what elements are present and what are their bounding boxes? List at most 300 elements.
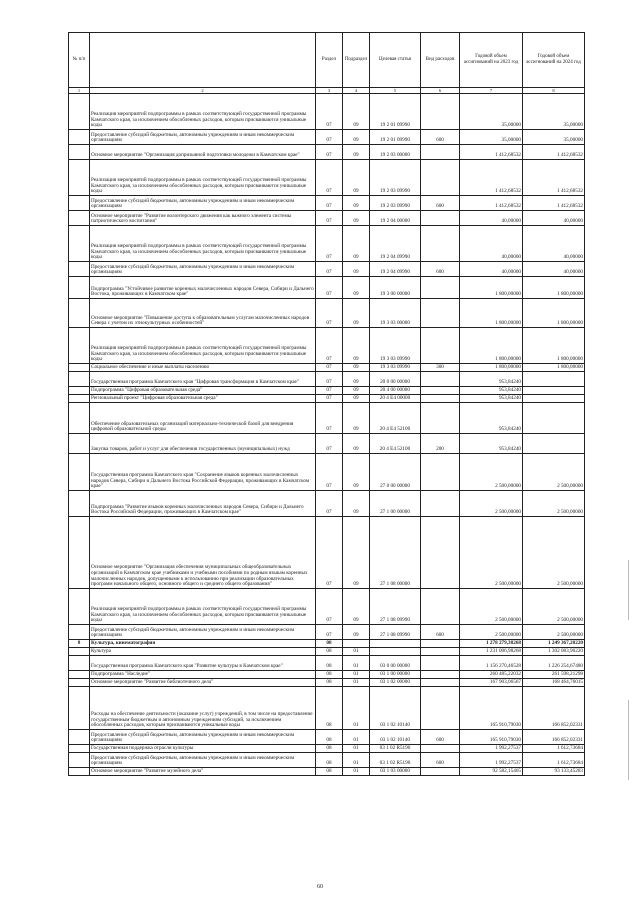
cell-section: 08 xyxy=(316,745,343,753)
cell-name: Реализация мероприятий подпрограммы в рамках соответствующей государственной программы Камчатского края, за исключением обособленных расходов, которым присваиваются уникальные коды xyxy=(90,160,316,196)
cell-subsection: 01 xyxy=(343,753,370,768)
cell-target-article: 27 1 08 09990 xyxy=(370,589,421,625)
cell-target-article: 19 2 03 09990 xyxy=(370,196,421,211)
cell-number xyxy=(69,625,90,640)
cell-section: 07 xyxy=(316,454,343,491)
table-row xyxy=(69,730,585,745)
column-number: 6 xyxy=(421,88,460,94)
cell-name: Основное мероприятие "Организация допризывной подготовки молодежи в Камчатском крае" xyxy=(90,145,316,160)
cell-number xyxy=(69,656,90,671)
header-year-2023: Годовой объем ассигнований на 2023 год xyxy=(460,33,523,88)
cell-section: 07 xyxy=(316,262,343,277)
cell-subsection: 09 xyxy=(343,211,370,226)
cell-subsection: 01 xyxy=(343,768,370,776)
cell-name: Реализация мероприятий подпрограммы в рамках соответствующей государственной программы Камчатского края, за исключением обособленных расходов, которым присваиваются уникальные коды xyxy=(90,589,316,625)
cell-name: Основное мероприятие "Организация обеспечения муниципальных общеобразовательных организаций в Камчатском крае учебниками и учебными пособиями по родным языкам коренных малочисленных народов, допущенными к использованию при реализации образовательных программ начального общего, основного общего и среднего общего образования" xyxy=(90,517,316,589)
cell-name: Реализация мероприятий подпрограммы в рамках соответствующей государственной программы Камчатского края, за исключением обособленных расходов, которым присваиваются уникальные коды xyxy=(90,94,316,130)
cell-amount-2024: 166 852,02331 xyxy=(523,730,585,745)
cell-section: 07 xyxy=(316,434,343,454)
table-row xyxy=(69,454,585,491)
cell-expense-type xyxy=(421,687,460,730)
cell-name: Подпрограмма "Устойчивое развитие коренных малочисленных народов Севера, Сибири и Дальнего Востока, проживающих в Камчатском крае" xyxy=(90,277,316,299)
cell-amount-2023: 953,84240 xyxy=(460,434,523,454)
cell-amount-2024: 40,00000 xyxy=(523,211,585,226)
cell-number xyxy=(69,364,90,372)
cell-name: Государственная поддержка отрасли культуры xyxy=(90,745,316,753)
cell-expense-type xyxy=(421,395,460,403)
header-num: № п/п xyxy=(69,33,90,88)
cell-name: Подпрограмма "Наследие" xyxy=(90,671,316,679)
table-row xyxy=(69,491,585,517)
cell-target-article: 03 1 02 R5190 xyxy=(370,753,421,768)
cell-amount-2023: 167 903,06567 xyxy=(460,679,523,687)
cell-target-article: 19 2 04 09990 xyxy=(370,226,421,262)
cell-subsection: 09 xyxy=(343,625,370,640)
cell-expense-type xyxy=(421,145,460,160)
cell-amount-2023: 1 412,68532 xyxy=(460,196,523,211)
cell-amount-2023: 260 485,22032 xyxy=(460,671,523,679)
cell-target-article: 19 2 03 00000 xyxy=(370,145,421,160)
cell-amount-2023: 40,00000 xyxy=(460,262,523,277)
cell-amount-2024: 1 412,68532 xyxy=(523,145,585,160)
table-row xyxy=(69,656,585,671)
cell-name: Государственная программа Камчатского края "Развитие культуры в Камчатском крае" xyxy=(90,656,316,671)
table-row xyxy=(69,277,585,299)
cell-subsection: 09 xyxy=(343,372,370,387)
table-row xyxy=(69,94,585,130)
cell-name: Государственная программа Камчатского края "Цифровая трансформация в Камчатском крае" xyxy=(90,372,316,387)
cell-section: 08 xyxy=(316,768,343,776)
cell-name: Подпрограмма "Развитие языков коренных малочисленных народов Севера, Сибири и Дальнего Востока Российской Федерации, проживающих в Камчатском крае" xyxy=(90,491,316,517)
cell-amount-2023: 1 278 279,38268 xyxy=(460,640,523,648)
cell-name: Региональный проект "Цифровая образовательная среда" xyxy=(90,395,316,403)
page-number: 60 xyxy=(317,884,323,890)
cell-target-article: 03 1 02 00000 xyxy=(370,679,421,687)
cell-number: 8 xyxy=(69,640,90,648)
cell-number xyxy=(69,145,90,160)
cell-number xyxy=(69,387,90,395)
cell-subsection: 09 xyxy=(343,277,370,299)
cell-section: 07 xyxy=(316,372,343,387)
cell-target-article: 27 1 08 00000 xyxy=(370,517,421,589)
cell-expense-type: 600 xyxy=(421,262,460,277)
cell-amount-2023: 1 231 006,98268 xyxy=(460,648,523,656)
cell-amount-2023: 953,84240 xyxy=(460,387,523,395)
cell-amount-2023: 2 500,00000 xyxy=(460,589,523,625)
cell-target-article: 03 1 02 10140 xyxy=(370,730,421,745)
cell-number xyxy=(69,491,90,517)
table-row xyxy=(69,648,585,656)
cell-amount-2023: 1 800,00000 xyxy=(460,299,523,328)
cell-number xyxy=(69,328,90,364)
cell-expense-type: 600 xyxy=(421,196,460,211)
cell-subsection: 09 xyxy=(343,130,370,145)
cell-expense-type xyxy=(421,454,460,491)
cell-expense-type: 600 xyxy=(421,625,460,640)
cell-amount-2024: 93 133,45283 xyxy=(523,768,585,776)
table-row xyxy=(69,403,585,434)
cell-amount-2023: 953,84240 xyxy=(460,403,523,434)
cell-expense-type xyxy=(421,679,460,687)
cell-amount-2024: 168 464,76015 xyxy=(523,679,585,687)
cell-number xyxy=(69,196,90,211)
cell-section: 07 xyxy=(316,94,343,130)
cell-expense-type xyxy=(421,745,460,753)
cell-section: 08 xyxy=(316,671,343,679)
column-number: 8 xyxy=(523,88,585,94)
cell-name: Основное мероприятие "Развитие музейного дела" xyxy=(90,768,316,776)
cell-expense-type: 600 xyxy=(421,730,460,745)
cell-subsection: 09 xyxy=(343,94,370,130)
cell-amount-2023: 40,00000 xyxy=(460,226,523,262)
cell-amount-2023: 2 500,00000 xyxy=(460,517,523,589)
table-row xyxy=(69,130,585,145)
table-row xyxy=(69,328,585,364)
header-section: Раздел xyxy=(316,33,343,88)
cell-amount-2023: 35,00000 xyxy=(460,94,523,130)
header-expense-type: Вид расходов xyxy=(421,33,460,88)
table-body xyxy=(69,94,585,776)
cell-subsection: 01 xyxy=(343,656,370,671)
cell-name: Расходы на обеспечение деятельности (оказание услуг) учреждений, в том числе на предоставление государственным бюджетным и автономным учреждениям субсидий, за исключением обособленных расходов, которым присваиваются уникальные коды xyxy=(90,687,316,730)
cell-name: Предоставление субсидий бюджетным, автономным учреждениям и иным некоммерческим организациям xyxy=(90,730,316,745)
cell-section: 07 xyxy=(316,145,343,160)
cell-section: 08 xyxy=(316,656,343,671)
cell-section: 07 xyxy=(316,589,343,625)
cell-amount-2023: 953,84240 xyxy=(460,372,523,387)
cell-subsection: 09 xyxy=(343,403,370,434)
table-row xyxy=(69,625,585,640)
cell-number xyxy=(69,679,90,687)
cell-target-article: 03 1 02 R5190 xyxy=(370,745,421,753)
cell-subsection: 09 xyxy=(343,145,370,160)
cell-section: 07 xyxy=(316,160,343,196)
cell-target-article: 03 1 03 00000 xyxy=(370,768,421,776)
cell-amount-2024 xyxy=(523,387,585,395)
cell-amount-2023: 1 992,27537 xyxy=(460,745,523,753)
cell-name: Основное мероприятие "Развитие волонтерского движения как важного элемента системы патриотического воспитания" xyxy=(90,211,316,226)
cell-section: 07 xyxy=(316,395,343,403)
table-row xyxy=(69,387,585,395)
cell-name: Культура, кинематография xyxy=(90,640,316,648)
cell-section: 08 xyxy=(316,730,343,745)
cell-amount-2024: 1 800,00000 xyxy=(523,364,585,372)
cell-amount-2024: 2 500,00000 xyxy=(523,454,585,491)
cell-section: 07 xyxy=(316,387,343,395)
cell-section: 08 xyxy=(316,687,343,730)
cell-target-article: 19 3 03 09990 xyxy=(370,364,421,372)
cell-amount-2024: 2 500,00000 xyxy=(523,491,585,517)
cell-expense-type xyxy=(421,328,460,364)
table-row xyxy=(69,768,585,776)
cell-amount-2023: 1 800,00000 xyxy=(460,364,523,372)
table-row xyxy=(69,753,585,768)
cell-expense-type xyxy=(421,491,460,517)
cell-target-article: 20 4 E4 52100 xyxy=(370,403,421,434)
cell-name: Обеспечение образовательных организаций материально-технической базой для внедрения цифровой образовательной среды xyxy=(90,403,316,434)
cell-number xyxy=(69,372,90,387)
cell-name: Предоставление субсидий бюджетным, автономным учреждениям и иным некоммерческим организациям xyxy=(90,196,316,211)
cell-subsection: 01 xyxy=(343,745,370,753)
table-row xyxy=(69,589,585,625)
cell-target-article: 19 2 01 09990 xyxy=(370,130,421,145)
cell-amount-2023: 165 910,79030 xyxy=(460,687,523,730)
cell-subsection: 09 xyxy=(343,491,370,517)
cell-number xyxy=(69,730,90,745)
cell-target-article: 19 2 03 09990 xyxy=(370,160,421,196)
cell-name: Подпрограмма "Цифровая образовательная среда" xyxy=(90,387,316,395)
cell-section: 07 xyxy=(316,211,343,226)
cell-expense-type xyxy=(421,94,460,130)
cell-subsection: 09 xyxy=(343,364,370,372)
table-row xyxy=(69,434,585,454)
cell-section: 07 xyxy=(316,517,343,589)
cell-expense-type: 600 xyxy=(421,130,460,145)
table-row xyxy=(69,745,585,753)
cell-target-article: 20 0 00 00000 xyxy=(370,372,421,387)
table-row xyxy=(69,262,585,277)
table-row xyxy=(69,372,585,387)
cell-subsection: 01 xyxy=(343,679,370,687)
cell-amount-2024: 40,00000 xyxy=(523,226,585,262)
cell-number xyxy=(69,454,90,491)
cell-expense-type: 600 xyxy=(421,753,460,768)
cell-target-article: 19 3 03 09990 xyxy=(370,328,421,364)
cell-target-article: 27 1 08 09990 xyxy=(370,625,421,640)
cell-name: Предоставление субсидий бюджетным, автономным учреждениям и иным некоммерческим организациям xyxy=(90,625,316,640)
table-row xyxy=(69,640,585,648)
cell-number xyxy=(69,589,90,625)
cell-expense-type xyxy=(421,372,460,387)
cell-amount-2023: 2 500,00000 xyxy=(460,491,523,517)
cell-section: 08 xyxy=(316,648,343,656)
cell-subsection: 09 xyxy=(343,226,370,262)
cell-section: 07 xyxy=(316,403,343,434)
cell-amount-2023: 35,00000 xyxy=(460,130,523,145)
cell-number xyxy=(69,226,90,262)
cell-number xyxy=(69,745,90,753)
cell-section: 07 xyxy=(316,196,343,211)
cell-subsection: 01 xyxy=(343,687,370,730)
cell-name: Закупка товаров, работ и услуг для обеспечения государственных (муниципальных) нужд xyxy=(90,434,316,454)
cell-name: Культура xyxy=(90,648,316,656)
cell-number xyxy=(69,211,90,226)
scan-edge-mark xyxy=(628,700,629,780)
cell-amount-2024: 2 500,00000 xyxy=(523,589,585,625)
cell-number xyxy=(69,648,90,656)
cell-amount-2024 xyxy=(523,395,585,403)
cell-target-article: 03 0 00 00000 xyxy=(370,656,421,671)
cell-amount-2023: 1 156 270,46528 xyxy=(460,656,523,671)
cell-number xyxy=(69,768,90,776)
column-number: 3 xyxy=(316,88,343,94)
cell-amount-2024: 2 500,00000 xyxy=(523,517,585,589)
cell-amount-2024: 1 249 367,20220 xyxy=(523,640,585,648)
cell-expense-type xyxy=(421,656,460,671)
cell-number xyxy=(69,299,90,328)
cell-expense-type xyxy=(421,648,460,656)
cell-subsection: 09 xyxy=(343,262,370,277)
cell-expense-type xyxy=(421,517,460,589)
cell-amount-2024: 1 800,00000 xyxy=(523,299,585,328)
cell-name: Предоставление субсидий бюджетным, автономным учреждениям и иным некоммерческим организациям xyxy=(90,262,316,277)
cell-name: Государственная программа Камчатского края "Сохранение языков коренных малочисленных народов Севера, Сибири и Дальнего Востока Российской Федерации, проживающих в Камчатском крае" xyxy=(90,454,316,491)
cell-subsection: 01 xyxy=(343,648,370,656)
cell-amount-2024 xyxy=(523,434,585,454)
cell-section: 07 xyxy=(316,364,343,372)
cell-number xyxy=(69,403,90,434)
cell-target-article: 03 1 02 10140 xyxy=(370,687,421,730)
cell-amount-2024: 166 852,02331 xyxy=(523,687,585,730)
cell-number xyxy=(69,517,90,589)
cell-name: Предоставление субсидий бюджетным, автономным учреждениям и иным некоммерческим организациям xyxy=(90,130,316,145)
cell-target-article: 20 4 E4 00000 xyxy=(370,395,421,403)
cell-name: Основное мероприятие "Повышение доступа к образовательным услугам малочисленных народов Севера с учетом их этнокультурных особенностей" xyxy=(90,299,316,328)
table-row xyxy=(69,226,585,262)
cell-amount-2024 xyxy=(523,372,585,387)
column-number: 7 xyxy=(460,88,523,94)
cell-target-article xyxy=(370,640,421,648)
cell-name: Социальное обеспечение и иные выплаты населению xyxy=(90,364,316,372)
table-row xyxy=(69,679,585,687)
cell-target-article: 20 4 E4 52100 xyxy=(370,434,421,454)
cell-section: 07 xyxy=(316,491,343,517)
cell-amount-2024: 35,00000 xyxy=(523,130,585,145)
cell-number xyxy=(69,160,90,196)
cell-expense-type xyxy=(421,387,460,395)
cell-amount-2023: 40,00000 xyxy=(460,211,523,226)
cell-amount-2023: 1 412,68532 xyxy=(460,160,523,196)
cell-expense-type xyxy=(421,160,460,196)
table-row xyxy=(69,364,585,372)
cell-number xyxy=(69,262,90,277)
column-number: 1 xyxy=(69,88,90,94)
cell-amount-2024: 35,00000 xyxy=(523,94,585,130)
cell-amount-2024: 1 612,73684 xyxy=(523,745,585,753)
cell-amount-2023: 1 992,27537 xyxy=(460,753,523,768)
cell-target-article: 19 2 01 09990 xyxy=(370,94,421,130)
cell-expense-type xyxy=(421,768,460,776)
cell-subsection: 09 xyxy=(343,517,370,589)
table-row xyxy=(69,687,585,730)
cell-subsection: 09 xyxy=(343,589,370,625)
cell-number xyxy=(69,687,90,730)
cell-expense-type: 300 xyxy=(421,364,460,372)
cell-amount-2024: 2 500,00000 xyxy=(523,625,585,640)
cell-target-article: 19 2 04 09990 xyxy=(370,262,421,277)
cell-amount-2023: 92 582,15465 xyxy=(460,768,523,776)
cell-amount-2024 xyxy=(523,403,585,434)
budget-table xyxy=(68,32,585,776)
cell-expense-type xyxy=(421,226,460,262)
scan-edge-mark xyxy=(628,560,629,620)
cell-number xyxy=(69,434,90,454)
cell-section: 08 xyxy=(316,679,343,687)
cell-target-article xyxy=(370,648,421,656)
cell-section: 07 xyxy=(316,277,343,299)
cell-expense-type xyxy=(421,589,460,625)
column-number: 4 xyxy=(343,88,370,94)
cell-target-article: 19 2 04 00000 xyxy=(370,211,421,226)
column-number: 5 xyxy=(370,88,421,94)
budget-table-sheet xyxy=(68,32,584,776)
header-name xyxy=(90,33,316,88)
cell-amount-2024: 1 612,73684 xyxy=(523,753,585,768)
cell-subsection: 09 xyxy=(343,160,370,196)
cell-amount-2024: 40,00000 xyxy=(523,262,585,277)
header-target-article: Целевая статья xyxy=(370,33,421,88)
cell-number xyxy=(69,753,90,768)
table-row xyxy=(69,160,585,196)
cell-number xyxy=(69,94,90,130)
cell-name: Основное мероприятие "Развитие библиотечного дела" xyxy=(90,679,316,687)
cell-subsection: 09 xyxy=(343,328,370,364)
cell-subsection xyxy=(343,640,370,648)
cell-subsection: 01 xyxy=(343,671,370,679)
cell-section: 07 xyxy=(316,226,343,262)
cell-amount-2023: 2 500,00000 xyxy=(460,454,523,491)
cell-expense-type xyxy=(421,211,460,226)
cell-subsection: 09 xyxy=(343,395,370,403)
cell-amount-2024: 261 598,21298 xyxy=(523,671,585,679)
cell-section: 08 xyxy=(316,640,343,648)
cell-expense-type xyxy=(421,640,460,648)
table-row xyxy=(69,299,585,328)
cell-number xyxy=(69,395,90,403)
column-number: 2 xyxy=(90,88,316,94)
cell-name: Реализация мероприятий подпрограммы в рамках соответствующей государственной программы Камчатского края, за исключением обособленных расходов, которым присваиваются уникальные коды xyxy=(90,226,316,262)
cell-target-article: 19 3 03 00000 xyxy=(370,299,421,328)
cell-expense-type xyxy=(421,403,460,434)
cell-target-article: 19 3 00 00000 xyxy=(370,277,421,299)
cell-expense-type xyxy=(421,299,460,328)
cell-expense-type xyxy=(421,671,460,679)
cell-target-article: 27 1 00 00000 xyxy=(370,491,421,517)
cell-target-article: 03 1 00 00000 xyxy=(370,671,421,679)
cell-amount-2024: 1 226 254,67480 xyxy=(523,656,585,671)
cell-amount-2023: 165 910,79030 xyxy=(460,730,523,745)
cell-subsection: 09 xyxy=(343,454,370,491)
cell-section: 07 xyxy=(316,299,343,328)
cell-amount-2024: 1 412,68532 xyxy=(523,160,585,196)
cell-name: Реализация мероприятий подпрограммы в рамках соответствующей государственной программы Камчатского края, за исключением обособленных расходов, которым присваиваются уникальные коды xyxy=(90,328,316,364)
header-row xyxy=(69,33,585,88)
table-row xyxy=(69,196,585,211)
cell-amount-2024: 1 302 083,90220 xyxy=(523,648,585,656)
cell-amount-2023: 1 800,00000 xyxy=(460,277,523,299)
cell-subsection: 09 xyxy=(343,387,370,395)
cell-subsection: 01 xyxy=(343,730,370,745)
header-year-2024: Годовой объем ассигнований на 2024 год xyxy=(523,33,585,88)
cell-subsection: 09 xyxy=(343,196,370,211)
cell-expense-type: 200 xyxy=(421,434,460,454)
cell-section: 08 xyxy=(316,753,343,768)
cell-amount-2024: 1 800,00000 xyxy=(523,277,585,299)
table-row xyxy=(69,145,585,160)
table-row xyxy=(69,671,585,679)
header-subsection: Подраздел xyxy=(343,33,370,88)
cell-section: 07 xyxy=(316,130,343,145)
cell-section: 07 xyxy=(316,625,343,640)
cell-expense-type xyxy=(421,277,460,299)
cell-amount-2024: 1 800,00000 xyxy=(523,328,585,364)
cell-section: 07 xyxy=(316,328,343,364)
table-row xyxy=(69,395,585,403)
table-row xyxy=(69,517,585,589)
cell-target-article: 27 0 00 00000 xyxy=(370,454,421,491)
cell-amount-2023: 1 800,00000 xyxy=(460,328,523,364)
cell-name: Предоставление субсидий бюджетным, автономным учреждениям и иным некоммерческим организациям xyxy=(90,753,316,768)
